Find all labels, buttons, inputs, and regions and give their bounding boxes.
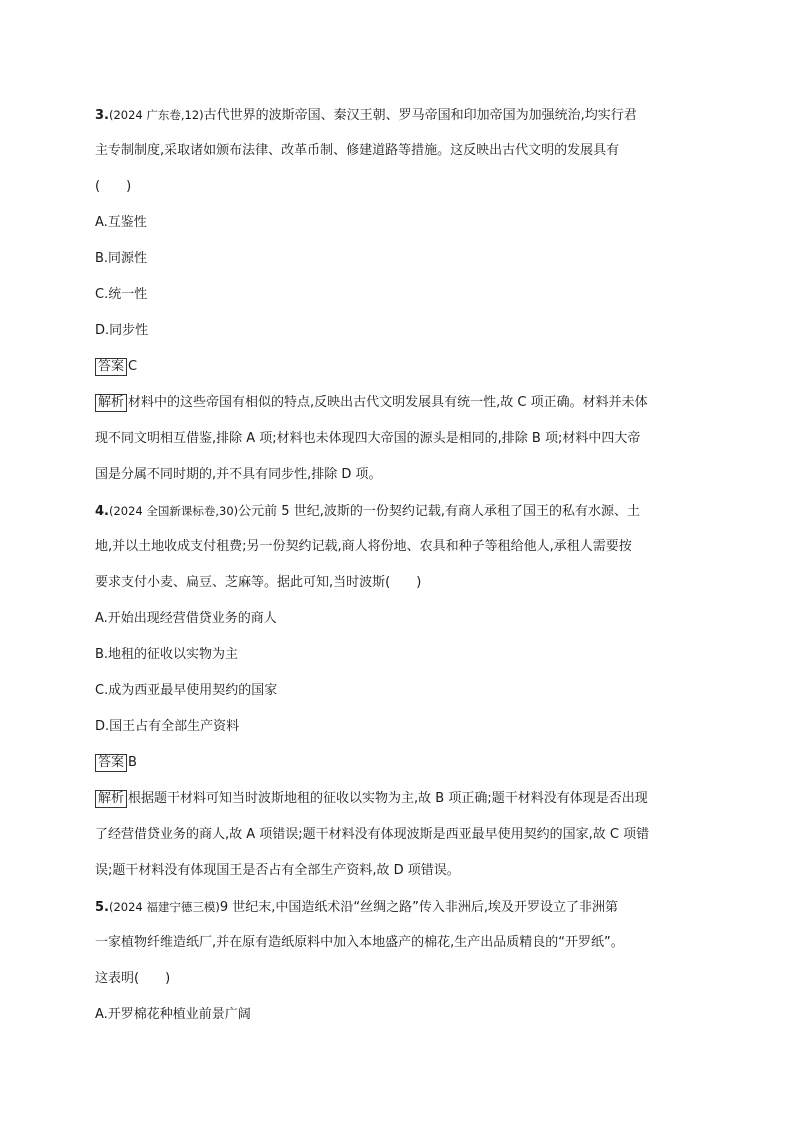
analysis-line-1: 解析 根据题干材料可知当时波斯地租的征收以实物为主,故 B 项正确;题干材料没有体现是否出现 [95, 790, 648, 808]
analysis-line-1: 解析 材料中的这些帝国有相似的特点,反映出古代文明发展具有统一性,故 C 项正确。材料并未体 [95, 394, 648, 412]
answer-line [95, 754, 137, 772]
analysis-tag: 解析 [95, 394, 127, 412]
question-number: 5. [95, 900, 109, 915]
option-b: B.同源性 [95, 251, 148, 266]
question-source: (2024 福建宁德三模) [108, 900, 220, 914]
question-5-stem-line-3: 这表明( ) [95, 971, 171, 986]
analysis-line-2: 了经营借贷业务的商人,故 A 项错误;题干材料没有体现波斯是西亚最早使用契约的国家,故 C 项错 [95, 827, 650, 842]
option-a: A.开始出现经营借贷业务的商人 [95, 611, 277, 626]
option-d: D.同步性 [95, 323, 149, 338]
answer-value: B [128, 755, 137, 770]
question-4-stem-line-3: 要求支付小麦、扁豆、芝麻等。据此可知,当时波斯( ) [95, 575, 422, 590]
answer-value: C [128, 359, 138, 374]
option-a: A.开罗棉花种植业前景广阔 [95, 1007, 251, 1022]
question-3-stem-line-2: 主专制制度,采取诸如颁布法律、改革币制、修建道路等措施。这反映出古代文明的发展具有 [95, 143, 620, 158]
question-5-stem-line-1: 5.(2024 福建宁德三模)9 世纪末,中国造纸术沿“丝绸之路”传入非洲后,埃及开罗设立了非洲第 [95, 900, 619, 915]
analysis-line-3: 国是分属不同时期的,并不具有同步性,排除 D 项。 [95, 467, 382, 482]
option-a: A.互鉴性 [95, 215, 147, 230]
option-c: C.成为西亚最早使用契约的国家 [95, 683, 278, 698]
analysis-line-2: 现不同文明相互借鉴,排除 A 项;材料也未体现四大帝国的源头是相同的,排除 B 项;材料中四大帝 [95, 431, 641, 446]
answer-line [95, 358, 137, 376]
question-4-stem-line-2: 地,并以土地收成支付租费;另一份契约记载,商人将份地、农具和种子等租给他人,承租人需要按 [95, 539, 632, 554]
answer-tag: 答案 [95, 358, 127, 376]
answer-parentheses: ( ) [95, 179, 132, 194]
option-d: D.国王占有全部生产资料 [95, 719, 240, 734]
question-source: (2024 全国新课标卷,30) [108, 504, 239, 518]
question-4-stem-line-1: 4.(2024 全国新课标卷,30)公元前 5 世纪,波斯的一份契约记载,有商人承租了国王的私有水源、土 [95, 504, 640, 519]
question-number: 4. [95, 504, 109, 519]
analysis-line-3: 误;题干材料没有体现国王是否占有全部生产资料,故 D 项错误。 [95, 863, 460, 878]
option-b: B.地租的征收以实物为主 [95, 647, 239, 662]
question-5-stem-line-2: 一家植物纤维造纸厂,并在原有造纸原料中加入本地盛产的棉花,生产出品质精良的“开罗纸”。 [95, 935, 624, 950]
answer-tag: 答案 [95, 754, 127, 772]
analysis-tag: 解析 [95, 790, 127, 808]
question-number: 3. [95, 108, 109, 123]
question-source: (2024 广东卷,12) [108, 108, 204, 122]
question-3-stem-line-1: 3.(2024 广东卷,12)古代世界的波斯帝国、秦汉王朝、罗马帝国和印加帝国为加强统治,均实行君 [95, 108, 637, 123]
option-c: C.统一性 [95, 287, 148, 302]
